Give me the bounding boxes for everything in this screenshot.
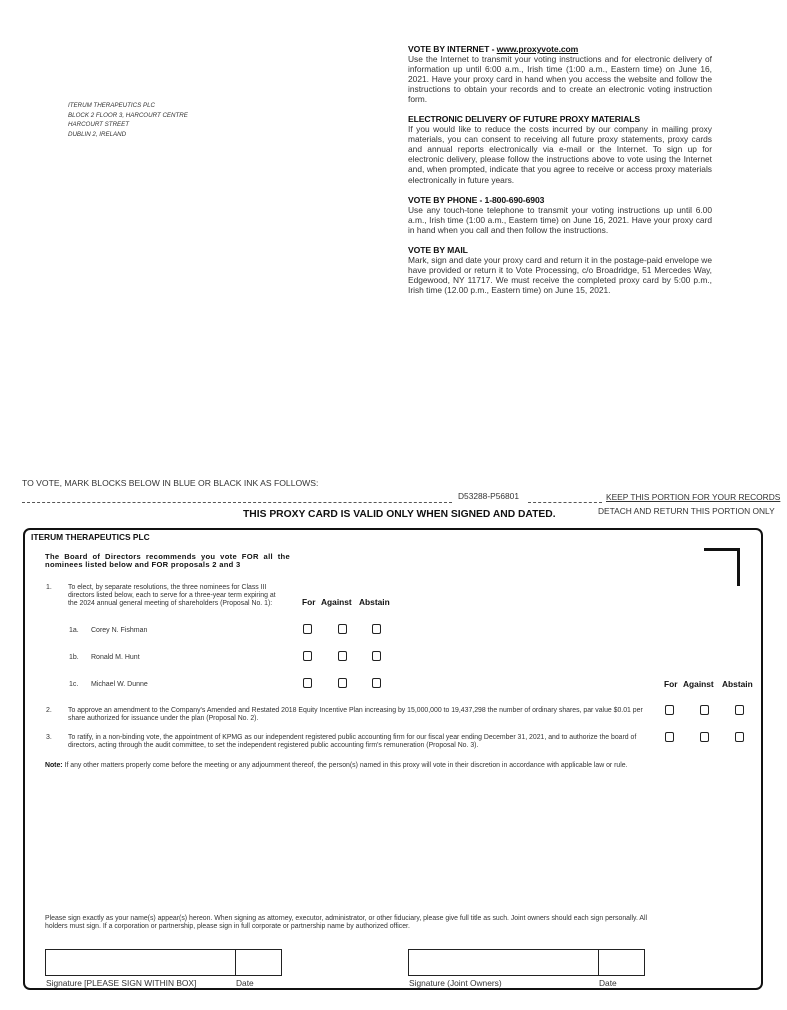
proposal-2-for-checkbox[interactable] [665,705,674,715]
proposal-3-text: To ratify, in a non-binding vote, the appointment of KPMG as our independent registered public accounting firm for our fiscal year ending December 31, 2021, and to authorize the board of directors, acting through the audit committee, to set the independent registered public accounting firm's remuneration (Proposal No. 3). [68,734,637,749]
nominee-name: Michael W. Dunne [91,681,148,688]
vote-phone-section [408,195,712,235]
address-line: DUBLIN 2, IRELAND [68,130,127,138]
joint-signature-label: Signature (Joint Owners) [409,978,502,988]
nominee-1c-for-checkbox[interactable] [303,678,312,688]
nominee-number: 1b. [69,654,79,661]
electronic-delivery-title: ELECTRONIC DELIVERY OF FUTURE PROXY MATERIALS [408,114,641,124]
header-against: Against [321,597,352,607]
proposal-1-text: To elect, by separate resolutions, the three nominees for Class III directors listed below, each to serve for a three-year term expiring at the 2024 annual general meeting of shareholders (Proposal No. 1): [68,584,276,607]
vote-internet-text: Use the Internet to transmit your voting instructions and for electronic delivery of information up until 6:00 a.m., Irish time (1:00 a.m., Eastern time) on June 16, 2021. Have your proxy card in hand when you access the website and follow the instructions to obtain your records and to create an electronic voting instruction form. [408,54,712,105]
vote-internet-title: VOTE BY INTERNET - www.proxyvote.com [408,44,579,54]
valid-notice: THIS PROXY CARD IS VALID ONLY WHEN SIGNED AND DATED. [243,509,556,520]
joint-date-label: Date [599,978,617,988]
vote-phone-text: Use any touch-tone telephone to transmit your voting instructions up until 6.00 a.m., Irish time (1:00 a.m., Eastern time) on June 16, 2021. Have your proxy card in hand when you call and then follow the instructions. [408,205,712,236]
nominee-1b-abstain-checkbox[interactable] [372,651,381,661]
date-box[interactable] [235,949,282,976]
vote-internet-section [408,44,712,105]
proposal-2-text: To approve an amendment to the Company's Amended and Restated 2018 Equity Incentive Plan increasing by 15,000,000 to 19,437,298 the number of ordinary shares, par value $0.01 per share authorized for issuance under the plan (Proposal No. 2). [68,707,643,722]
address-line: ITERUM THERAPEUTICS PLC [68,102,155,109]
signature-label: Signature [PLEASE SIGN WITHIN BOX] [46,978,197,988]
proposal-2-against-checkbox[interactable] [700,705,709,715]
electronic-delivery-section [408,114,712,185]
sign-instructions: Please sign exactly as your name(s) appear(s) hereon. When signing as attorney, executor, administrator, or other fiduciary, please give full title as such. Joint owners should each sign personally. All holders must sign. If a corporation or partnership, please sign in full corporate or partnership name by authorized officer. [45,915,648,930]
detach-dashed-line [528,502,602,503]
signature-box[interactable] [45,949,236,976]
header-for: For [664,679,678,689]
proposal-3-for-checkbox[interactable] [665,732,674,742]
nominee-1b-against-checkbox[interactable] [338,651,347,661]
detach-portion-label: DETACH AND RETURN THIS PORTION ONLY [598,506,775,516]
header-against: Against [683,679,714,689]
board-recommendation: The Board of Directors recommends you vote FOR all the nominees listed below and FOR proposals 2 and 3 [45,552,290,570]
mailing-address [68,101,188,139]
header-abstain: Abstain [359,597,390,607]
nominee-1c-against-checkbox[interactable] [338,678,347,688]
proposal-3-against-checkbox[interactable] [700,732,709,742]
address-line: HARCOURT STREET [68,121,130,128]
detach-dashed-line [22,502,452,503]
to-vote-instruction: TO VOTE, MARK BLOCKS BELOW IN BLUE OR BLACK INK AS FOLLOWS: [22,478,319,488]
proposal-3-abstain-checkbox[interactable] [735,732,744,742]
proposal-2-abstain-checkbox[interactable] [735,705,744,715]
joint-date-box[interactable] [598,949,645,976]
nominee-name: Corey N. Fishman [91,627,148,634]
note-body: If any other matters properly come before the meeting or any adjournment thereof, the person(s) named in this proxy will vote in their discretion in accordance with applicable law or rule. [62,762,628,769]
nominee-name: Ronald M. Hunt [91,654,140,661]
corner-mark [704,548,740,586]
nominee-number: 1c. [69,681,79,688]
electronic-delivery-text: If you would like to reduce the costs incurred by our company in mailing proxy materials, you can consent to receiving all future proxy statements, proxy cards and annual reports electronically via e-mail or the Internet. To sign up for electronic delivery, please follow the instructions above to vote using the Internet and, when prompted, indicate that you agree to receive or access proxy materials electronically in future years. [408,124,712,185]
joint-signature-box[interactable] [408,949,599,976]
vote-mail-title: VOTE BY MAIL [408,245,468,255]
vote-phone-title: VOTE BY PHONE - 1-800-690-6903 [408,195,545,205]
proxyvote-link[interactable]: www.proxyvote.com [496,44,579,54]
nominee-number: 1a. [69,627,79,634]
header-abstain: Abstain [722,679,753,689]
nominee-1c-abstain-checkbox[interactable] [372,678,381,688]
card-company-name: ITERUM THERAPEUTICS PLC [31,532,150,542]
proposal-1-number: 1. [46,584,52,591]
nominee-1b-for-checkbox[interactable] [303,651,312,661]
header-for: For [302,597,316,607]
nominee-1a-abstain-checkbox[interactable] [372,624,381,634]
proposal-2-number: 2. [46,707,52,714]
nominee-1a-against-checkbox[interactable] [338,624,347,634]
vote-mail-section [408,245,712,295]
proposal-3-number: 3. [46,734,52,741]
date-label: Date [236,978,254,988]
control-code: D53288-P56801 [458,491,520,501]
vote-mail-text: Mark, sign and date your proxy card and return it in the postage-paid envelope we have provided or return it to Vote Processing, c/o Broadridge, 51 Mercedes Way, Edgewood, NY 11717. We must receive the completed proxy card by 5:00 p.m., Irish time (12.00 p.m., Eastern time) on June 15, 2021. [408,255,712,296]
note-text [45,762,648,770]
address-line: BLOCK 2 FLOOR 3, HARCOURT CENTRE [68,111,188,119]
note-label: Note: [45,762,63,769]
keep-portion-label: KEEP THIS PORTION FOR YOUR RECORDS [606,492,781,502]
nominee-1a-for-checkbox[interactable] [303,624,312,634]
